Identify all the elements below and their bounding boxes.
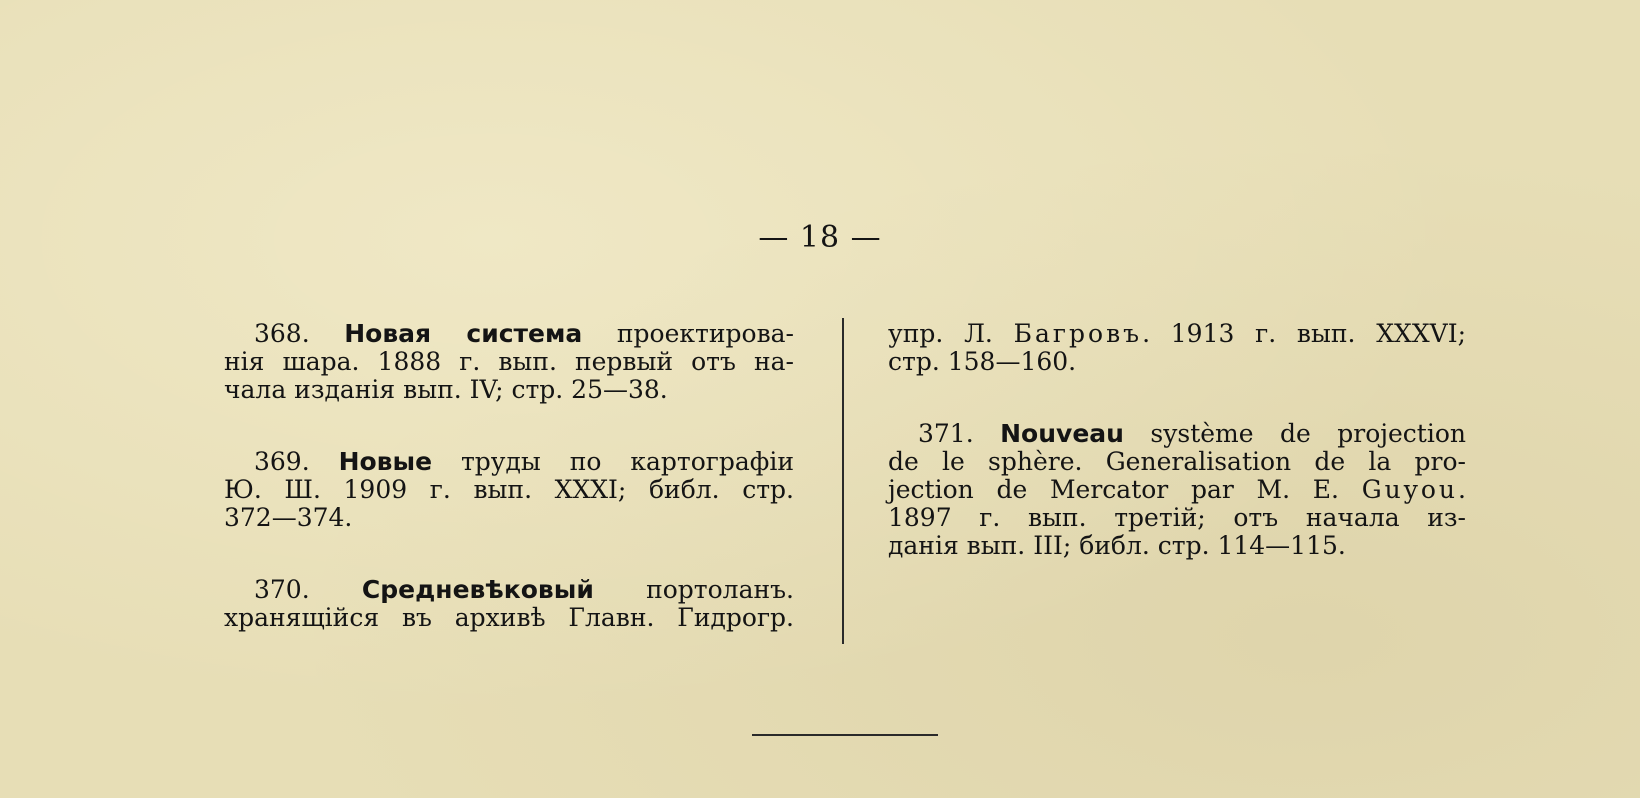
entry-371-line-5: данія вып. III; библ. стр. 114—115. — [888, 531, 1346, 560]
column-divider — [842, 318, 844, 644]
entry-370 — [224, 576, 794, 632]
author-name-bagrov: Багровъ — [1013, 319, 1143, 348]
entry-370-cont-text-b: . 1913 г. вып. XXXVI; — [1142, 319, 1467, 348]
entry-370-continuation — [888, 320, 1466, 376]
entry-370-line-1 — [224, 576, 794, 604]
entry-369-heading: Новые — [338, 447, 433, 476]
author-name-guyou: Guyou — [1361, 475, 1459, 504]
entry-371-line-1 — [888, 420, 1466, 448]
entry-368-line-2: нія шара. 1888 г. вып. первый отъ на- — [224, 347, 794, 376]
page-number: — 18 — — [758, 220, 882, 255]
entry-369-text: труды по картографіи — [432, 447, 794, 476]
entry-369-line-3: 372—374. — [224, 503, 353, 532]
entry-368-number: 368. — [254, 319, 345, 348]
entry-371-heading: Nouveau — [1000, 419, 1124, 448]
entry-371 — [888, 420, 1466, 560]
entry-370-heading: Средневѣковый — [361, 575, 594, 604]
right-column — [888, 320, 1466, 604]
entry-371-line-3 — [888, 476, 1466, 504]
entry-370-number: 370. — [254, 575, 362, 604]
entry-370-cont-line-2: стр. 158—160. — [888, 347, 1077, 376]
entry-369-number: 369. — [254, 447, 339, 476]
entry-369-line-1 — [224, 448, 794, 476]
entry-369 — [224, 448, 794, 532]
entry-371-number: 371. — [918, 419, 1001, 448]
entry-370-line-2: хранящійся въ архивѣ Главн. Гидрогр. — [224, 603, 794, 632]
entry-368-line-1 — [224, 320, 794, 348]
entry-369-line-2: Ю. Ш. 1909 г. вып. XXXI; библ. стр. — [224, 475, 794, 504]
entry-370-cont-text-a: упр. Л. — [888, 319, 1014, 348]
entry-370-cont-line-1 — [888, 320, 1466, 348]
entry-368-line-3: чала изданія вып. IV; стр. 25—38. — [224, 375, 668, 404]
entry-368 — [224, 320, 794, 404]
entry-368-heading: Новая система — [344, 319, 583, 348]
entry-368-text: проектирова- — [582, 319, 794, 348]
entry-371-line-4: 1897 г. вып. третій; отъ начала из- — [888, 503, 1466, 532]
entry-371-text: système de projection — [1123, 419, 1466, 448]
left-column — [224, 320, 794, 676]
entry-371-line-2: de le sphère. Generalisation de la pro- — [888, 447, 1466, 476]
bottom-rule — [752, 734, 938, 736]
entry-371-text-a: jection de Mercator par M. E. — [888, 475, 1362, 504]
entry-371-text-b: . — [1458, 475, 1466, 504]
entry-370-text: портоланъ. — [593, 575, 794, 604]
